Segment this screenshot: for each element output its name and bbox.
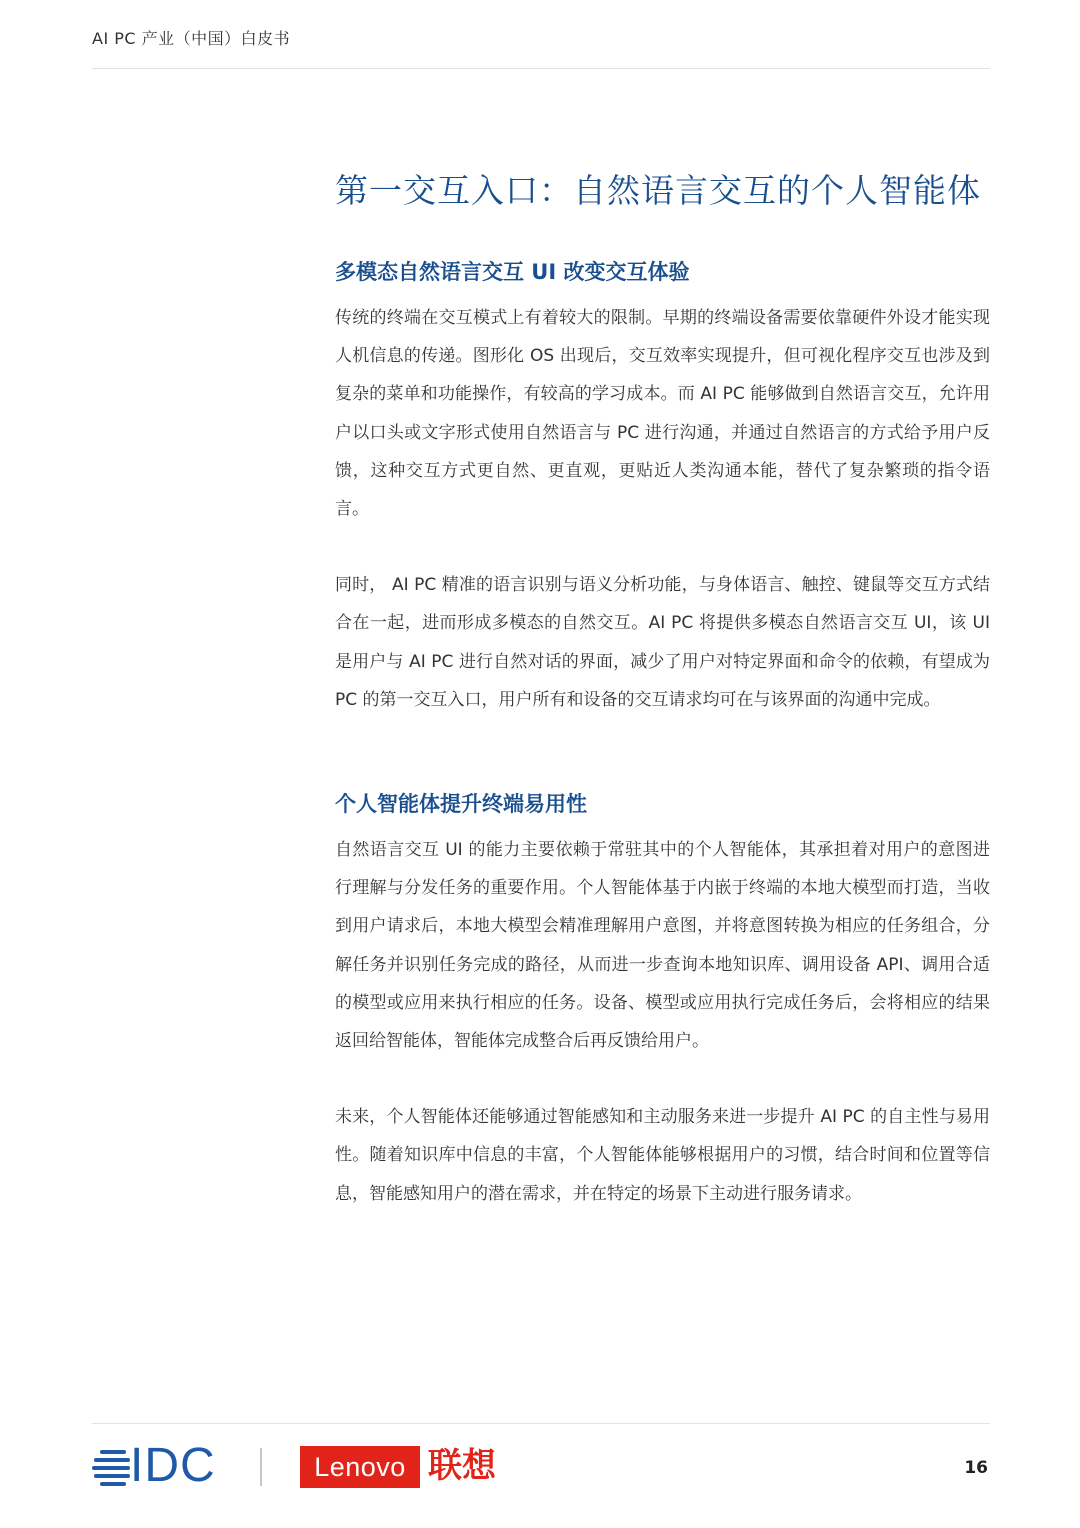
page-title: 第一交互入口：自然语言交互的个人智能体	[335, 171, 981, 210]
page-number: 16	[964, 1458, 988, 1478]
idc-logo	[92, 1439, 216, 1492]
main-content	[335, 165, 990, 1213]
idc-lines-icon	[92, 1446, 130, 1486]
paragraph: 自然语言交互 UI 的能力主要依赖于常驻其中的个人智能体，其承担着对用户的意图进行理解与分发任务的重要作用。个人智能体基于内嵌于终端的本地大模型而打造，当收到用户请求后，本地大模型会精准理解用户意图，并将意图转换为相应的任务组合，分解任务并识别任务完成的路径，从而进一步查询本地知识库、调用设备 API、调用合适的模型或应用来执行相应的任务。设备、模型或应用执行完成任务后，会将相应的结果返回给智能体，智能体完成整合后再反馈给用户。	[335, 840, 990, 1052]
page-footer	[92, 1440, 990, 1496]
idc-logo-text: IDC	[130, 1439, 216, 1492]
paragraph: 传统的终端在交互模式上有着较大的限制。早期的终端设备需要依靠硬件外设才能实现人机信息的传递。图形化 OS 出现后，交互效率实现提升，但可视化程序交互也涉及到复杂的菜单和功能操作，有较高的学习成本。而 AI PC 能够做到自然语言交互，允许用户以口头或文字形式使用自然语言与 PC 进行沟通，并通过自然语言的方式给予用户反馈，这种交互方式更自然、更直观，更贴近人类沟通本能，替代了复杂繁琐的指令语言。	[335, 308, 990, 520]
logo-separator	[260, 1448, 262, 1486]
header-divider	[92, 68, 990, 69]
lenovo-cn-logo: 联想	[428, 1446, 496, 1486]
paragraph: 未来，个人智能体还能够通过智能感知和主动服务来进一步提升 AI PC 的自主性与易用性。随着知识库中信息的丰富，个人智能体能够根据用户的习惯，结合时间和位置等信息，智能感知用户的潜在需求，并在特定的场景下主动进行服务请求。	[335, 1107, 990, 1204]
paragraph: 同时， AI PC 精准的语言识别与语义分析功能，与身体语言、触控、键鼠等交互方式结合在一起，进而形成多模态的自然交互。AI PC 将提供多模态自然语言交互 UI，该 UI 是用户与 AI PC 进行自然对话的界面，减少了用户对特定界面和命令的依赖，有望成为 PC 的第一交互入口，用户所有和设备的交互请求均可在与该界面的沟通中完成。	[335, 575, 990, 710]
section-heading: 个人智能体提升终端易用性	[335, 792, 587, 817]
lenovo-logo: Lenovo	[300, 1446, 420, 1488]
document-header-title: AI PC 产业（中国）白皮书	[92, 29, 291, 48]
section-heading: 多模态自然语言交互 UI 改变交互体验	[335, 260, 690, 284]
footer-divider	[92, 1423, 990, 1424]
